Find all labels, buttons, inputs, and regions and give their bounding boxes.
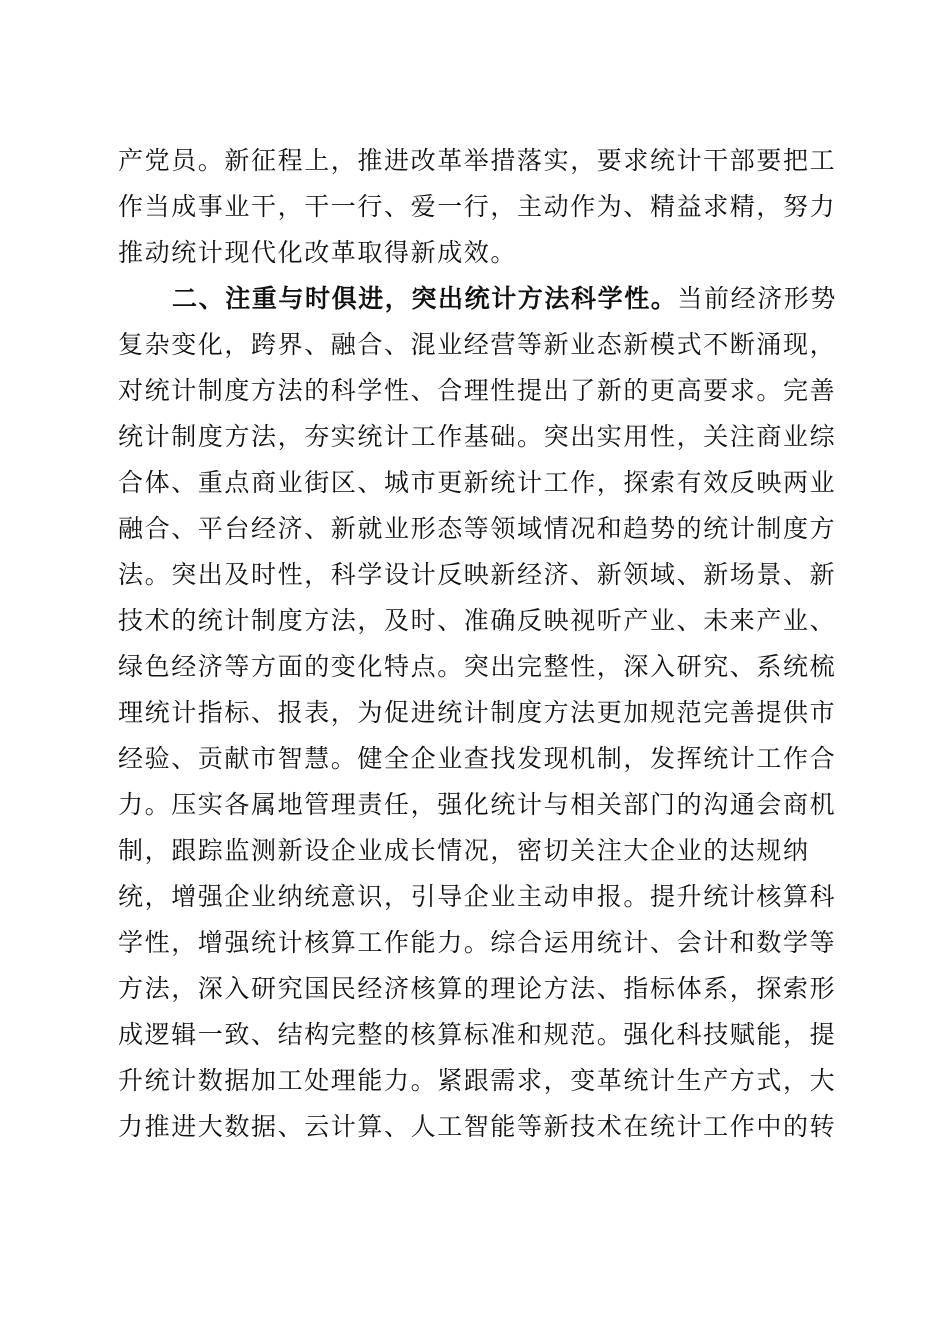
text-line: 学性，增强统计核算工作能力。综合运用统计、会计和数学等: [118, 928, 837, 957]
text-line: 技术的统计制度方法，及时、准确反映视听产业、未来产业、: [118, 606, 837, 635]
text-line: 融合、平台经济、新就业形态等领域情况和趋势的统计制度方: [118, 514, 837, 543]
text-line: 统，增强企业纳统意识，引导企业主动申报。提升统计核算科: [118, 882, 837, 911]
text-line: 产党员。新征程上，推进改革举措落实，要求统计干部要把工: [118, 146, 837, 175]
text-line: 合体、重点商业街区、城市更新统计工作，探索有效反映两业: [118, 468, 837, 497]
text-fragment: 当前经济形势: [677, 284, 838, 313]
paragraph-statistical-methods: [118, 276, 838, 1150]
section-heading: 二、注重与时俱进，突出统计方法科学性。: [172, 284, 678, 313]
text-line: 作当成事业干，干一行、爱一行，主动作为、精益求精，努力: [118, 192, 837, 221]
text-line: 复杂变化，跨界、融合、混业经营等新业态新模式不断涌现，: [118, 330, 837, 359]
text-line: 理统计指标、报表，为促进统计制度方法更加规范完善提供市: [118, 698, 837, 727]
document-body: [118, 138, 838, 1150]
text-line: 推动统计现代化改革取得新成效。: [118, 238, 518, 267]
text-line: 方法，深入研究国民经济核算的理论方法、指标体系，探索形: [118, 974, 837, 1003]
paragraph-party-members: [118, 138, 837, 276]
text-line: 绿色经济等方面的变化特点。突出完整性，深入研究、系统梳: [118, 652, 837, 681]
text-line: 法。突出及时性，科学设计反映新经济、新领域、新场景、新: [118, 560, 837, 589]
text-line: 经验、贡献市智慧。健全企业查找发现机制，发挥统计工作合: [118, 744, 837, 773]
text-line: 力。压实各属地管理责任，强化统计与相关部门的沟通会商机: [118, 790, 837, 819]
text-line: 升统计数据加工处理能力。紧跟需求，变革统计生产方式，大: [118, 1066, 837, 1095]
text-line-first: [118, 276, 838, 322]
text-line: 对统计制度方法的科学性、合理性提出了新的更高要求。完善: [118, 376, 837, 405]
text-line: 制，跟踪监测新设企业成长情况，密切关注大企业的达规纳: [118, 836, 810, 865]
text-line: 力推进大数据、云计算、人工智能等新技术在统计工作中的转: [118, 1112, 837, 1141]
text-line: 统计制度方法，夯实统计工作基础。突出实用性，关注商业综: [118, 422, 837, 451]
text-line: 成逻辑一致、结构完整的核算标准和规范。强化科技赋能，提: [118, 1020, 837, 1049]
